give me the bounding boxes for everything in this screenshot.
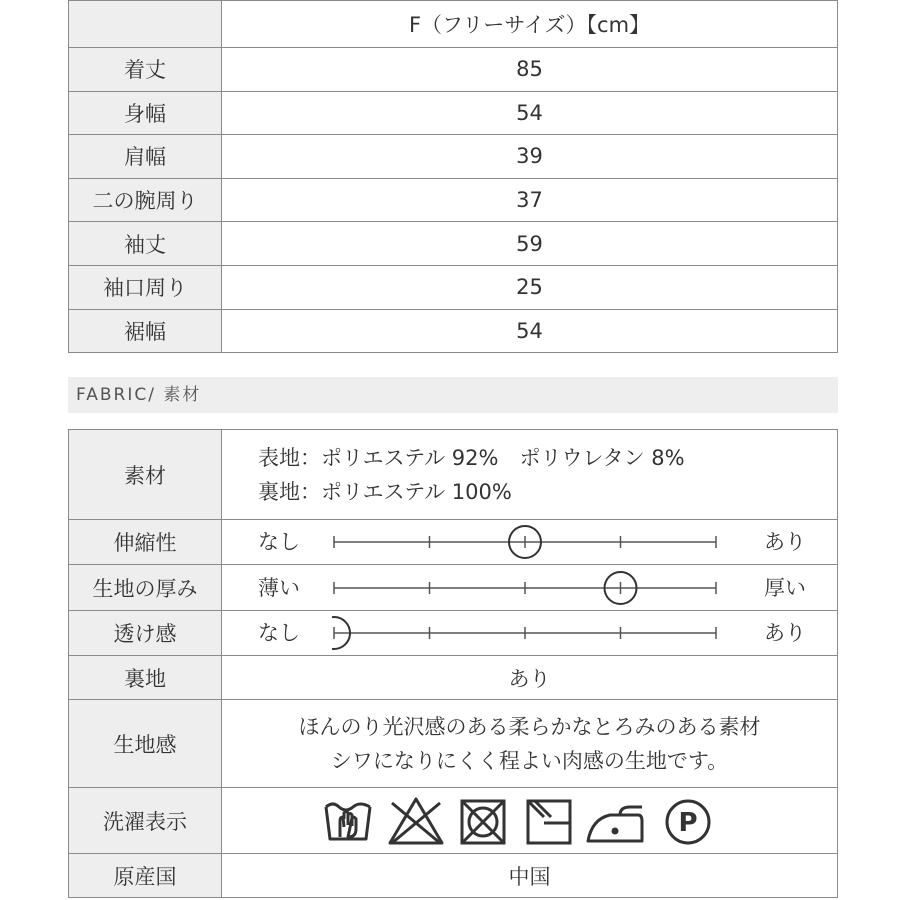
size-label: 肩幅 bbox=[69, 135, 222, 179]
transparency-scale bbox=[222, 611, 837, 655]
size-value: 37 bbox=[222, 178, 838, 222]
size-row-length bbox=[69, 48, 838, 92]
texture-value bbox=[222, 700, 838, 788]
transparency-low-label: なし bbox=[258, 621, 300, 645]
origin-label: 原産国 bbox=[69, 854, 222, 898]
hand-wash-icon bbox=[326, 804, 370, 839]
size-value: 25 bbox=[222, 265, 838, 309]
care-icons-strip bbox=[320, 793, 740, 849]
stretch-scale-cell bbox=[222, 520, 838, 565]
texture-line-2: シワになりにくく程よい肉感の生地です。 bbox=[330, 748, 729, 773]
lining-label: 裏地 bbox=[69, 656, 222, 700]
size-header-row bbox=[69, 1, 838, 48]
stretch-gauge bbox=[332, 520, 752, 564]
material-value bbox=[222, 430, 838, 520]
line-dry-shade-icon bbox=[528, 801, 570, 843]
stretch-label: 伸縮性 bbox=[69, 520, 222, 565]
size-value: 39 bbox=[222, 135, 838, 179]
size-label: 身幅 bbox=[69, 91, 222, 135]
size-row-shoulder bbox=[69, 135, 838, 179]
transparency-high-label: あり bbox=[764, 621, 806, 645]
size-header: F（フリーサイズ）【cm】 bbox=[222, 1, 838, 48]
size-row-sleeve bbox=[69, 222, 838, 266]
fabric-row-stretch bbox=[69, 520, 838, 565]
material-line-2: 裏地：ポリエステル 100% bbox=[258, 479, 512, 504]
size-row-hem bbox=[69, 309, 838, 353]
texture-line-1: ほんのり光沢感のある柔らかなとろみのある素材 bbox=[298, 714, 761, 739]
transparency-label: 透け感 bbox=[69, 611, 222, 656]
size-label: 裾幅 bbox=[69, 309, 222, 353]
transparency-scale-cell bbox=[222, 611, 838, 656]
fabric-row-thickness bbox=[69, 565, 838, 611]
dry-clean-p-icon bbox=[667, 801, 709, 843]
thickness-gauge bbox=[332, 566, 752, 610]
iron-low-icon bbox=[588, 807, 642, 841]
svg-text:P: P bbox=[677, 807, 698, 838]
size-row-width bbox=[69, 91, 838, 135]
fabric-table bbox=[68, 429, 838, 898]
fabric-row-lining bbox=[69, 656, 838, 700]
transparency-gauge bbox=[332, 611, 752, 655]
stretch-low-label: なし bbox=[258, 530, 300, 554]
no-tumble-dry-icon bbox=[462, 801, 504, 843]
care-icons bbox=[222, 788, 838, 854]
size-label: 二の腕周り bbox=[69, 178, 222, 222]
thickness-scale bbox=[222, 566, 837, 610]
fabric-row-care bbox=[69, 788, 838, 854]
thickness-label: 生地の厚み bbox=[69, 565, 222, 611]
size-value: 59 bbox=[222, 222, 838, 266]
texture-label: 生地感 bbox=[69, 700, 222, 788]
size-row-upper-arm bbox=[69, 178, 838, 222]
thickness-high-label: 厚い bbox=[764, 575, 806, 600]
material-label: 素材 bbox=[69, 430, 222, 520]
thickness-low-label: 薄い bbox=[258, 575, 300, 600]
stretch-scale bbox=[222, 520, 837, 564]
size-value: 54 bbox=[222, 91, 838, 135]
size-label: 袖丈 bbox=[69, 222, 222, 266]
material-line-1: 表地：ポリエステル 92% ポリウレタン 8% bbox=[258, 445, 685, 470]
no-bleach-icon bbox=[390, 799, 442, 843]
fabric-section-title: FABRIC/ 素材 bbox=[68, 377, 838, 413]
care-label: 洗濯表示 bbox=[69, 788, 222, 854]
size-header-blank bbox=[69, 1, 222, 48]
size-table bbox=[68, 0, 838, 353]
size-label: 着丈 bbox=[69, 48, 222, 92]
origin-value: 中国 bbox=[222, 854, 838, 898]
size-label: 袖口周り bbox=[69, 265, 222, 309]
size-row-cuff bbox=[69, 265, 838, 309]
size-value: 54 bbox=[222, 309, 838, 353]
fabric-row-texture bbox=[69, 700, 838, 788]
fabric-row-origin bbox=[69, 854, 838, 898]
stretch-high-label: あり bbox=[764, 530, 806, 554]
size-value: 85 bbox=[222, 48, 838, 92]
fabric-row-material bbox=[69, 430, 838, 520]
fabric-row-transparency bbox=[69, 611, 838, 656]
thickness-scale-cell bbox=[222, 565, 838, 611]
lining-value: あり bbox=[222, 656, 838, 700]
